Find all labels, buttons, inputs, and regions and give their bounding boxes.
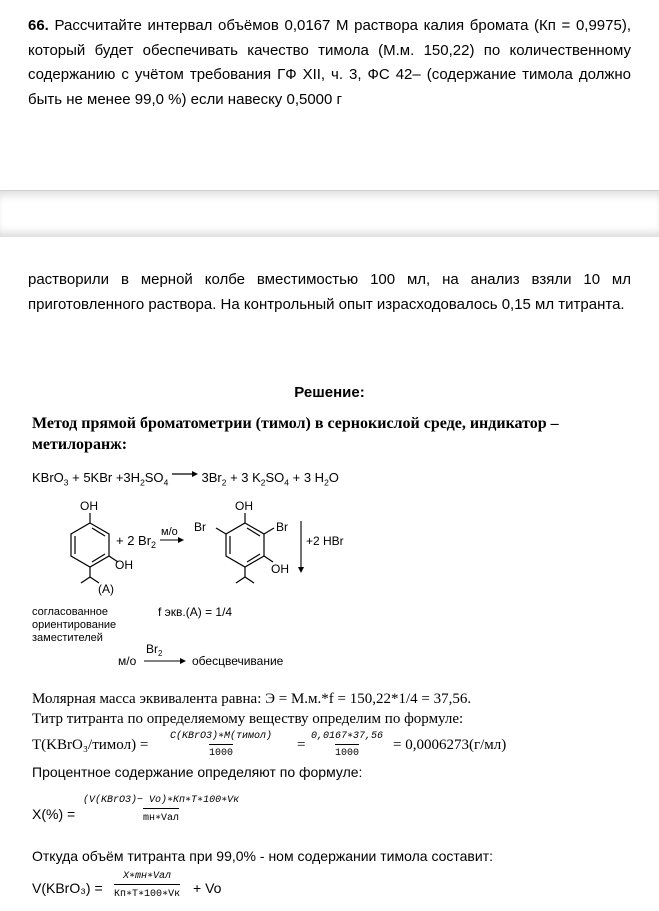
oh-top-left: OH — [80, 499, 98, 513]
arrow-label-mo: м/о — [161, 526, 178, 538]
titer-result: = 0,0006273(г/мл) — [393, 737, 507, 753]
percent-intro: Процентное содержание определяют по формуле: — [32, 764, 363, 780]
titer-fraction-values: $\frac{0,0167∗37,56}{1000}$ — [311, 731, 384, 759]
solution-heading: Решение: — [294, 384, 365, 401]
product-br2: 3Br — [201, 470, 222, 485]
product-structure — [216, 513, 274, 583]
indicator-arrow — [144, 658, 186, 664]
volume-fraction: X∗mн∗Vал Кп∗Т∗100∗Vк — [114, 871, 181, 900]
thymol-structure — [71, 513, 118, 583]
oh-top-right: OH — [235, 499, 253, 513]
product-h2o: + 3 H — [292, 470, 325, 485]
reagent-br2: + 2 $Br_2$ — [116, 533, 157, 550]
indicator-label: м/о — [118, 654, 137, 668]
molar-mass-line: Молярная масса эквивалента равна: Э = М.м.*f = 150,22*1/4 = 37,56. — [32, 691, 472, 707]
problem-number: 66. — [28, 17, 49, 34]
volume-lhs: V(KBrO₃) = — [32, 880, 103, 896]
oh-bottom-right: OH — [271, 562, 289, 576]
percent-fraction: (V(KBrO3)− Vo)∗Кп∗Т∗100∗Vк mн∗Vал — [83, 795, 240, 824]
bromination-scheme — [30, 495, 410, 675]
page-break-shadow — [0, 190, 659, 237]
indicator-br2: $Br_2$ — [146, 642, 163, 658]
problem-text-part1 — [28, 14, 631, 112]
product-k2so4: + 3 K — [230, 470, 261, 485]
titer-lhs: T(KBrO₃/тимол) = — [32, 737, 149, 753]
br-right: Br — [276, 520, 288, 534]
reaction-arrow — [172, 466, 198, 481]
note-line3: заместителей — [32, 632, 103, 644]
volume-tail: + Vo — [193, 880, 222, 896]
problem-text-part2 — [28, 268, 631, 317]
oh-bottom-left: OH — [115, 558, 133, 572]
method-title: Метод прямой броматометрии (тимол) в сернокислой среде, индикатор – метилоранж: — [32, 415, 559, 453]
volume-intro: Откуда объём титранта при 99,0% - ном содержании тимола составит: — [32, 848, 493, 864]
problem-statement-cont: растворили в мерной колбе вместимостью 100 мл, на анализ взяли 10 мл приготовленного раствора. На контрольный опыт израсходовалось 0,15 мл титранта. — [28, 271, 631, 313]
equivalence-factor: f экв.(А) = 1/4 — [158, 605, 233, 619]
percent-lhs: X(%) = — [32, 806, 76, 822]
reactant-kbr-h2so4: + 5KBr +3H — [72, 470, 141, 485]
note-line2: ориентирование — [32, 619, 117, 631]
reaction-equation: KBrO$_3$ + $5KBr +3H_2SO_4$ $3Br_2 + 3$ $K_2SO_4 + 3$ $H_2O$ — [32, 470, 339, 488]
titer-fraction-general: C(KBrO3)∗M(тимол) 1000 — [170, 731, 273, 759]
titer-intro: Титр титранта по определяемому веществу определим по формуле: — [32, 711, 464, 727]
note-line1: согласованное — [32, 606, 109, 618]
compound-label-a: (A) — [98, 582, 114, 596]
reactant-kbro3: KBrO — [32, 470, 64, 485]
hbr-arrow — [298, 521, 304, 573]
problem-statement: Рассчитайте интервал объёмов 0,0167 М раствора калия бромата (Кп = 0,9975), который будет обеспечивать качество тимола (М.м. 150,22) по количественному содержанию с учётом требования ГФ XII, ч. 3, ФС 42– (содержание тимола должно быть не менее 99,0 %) если навеску 0,5000 г — [28, 17, 631, 108]
discoloration-label: обесцвечивание — [192, 654, 284, 668]
br-left: Br — [194, 520, 206, 534]
hbr-product: +2 HBr — [306, 534, 344, 548]
